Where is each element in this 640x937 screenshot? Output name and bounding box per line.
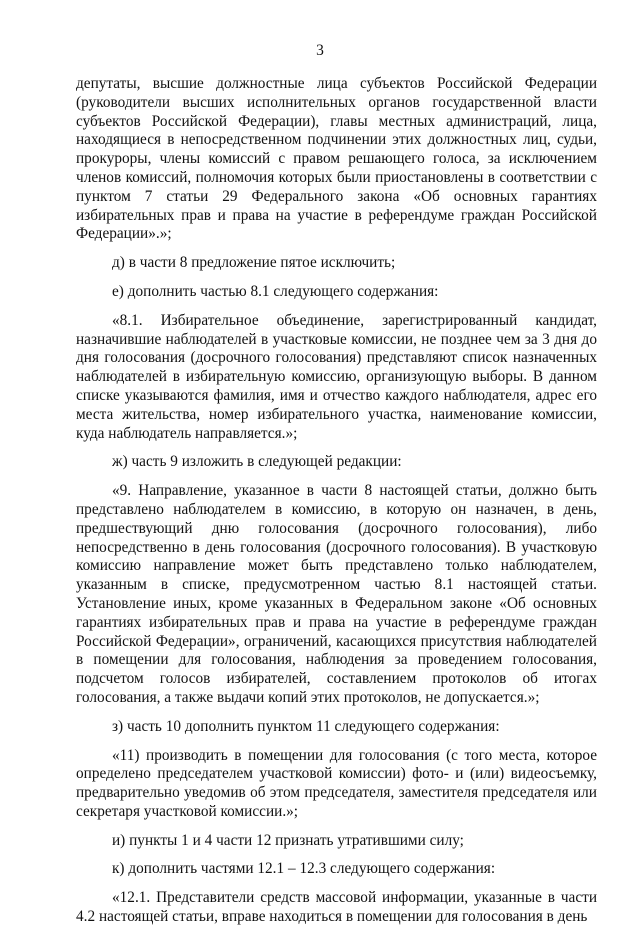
paragraph-item-i: и) пункты 1 и 4 части 12 признать утратившими силу; — [112, 831, 464, 849]
paragraph-item-d: д) в части 8 предложение пятое исключить; — [112, 254, 396, 272]
paragraph-part-9: «9. Направление, указанное в части 8 настоящей статьи, должно быть представлено наблюдателем в комиссию, в которую он назначен, в день, предшествующий дню голосования (досрочного голосования), либо непосредственно в день голосования (досрочного голосования). В участковую комиссию направление может быть представлено только наблюдателем, указанным в списке, предусмотренном частью 8.1 настоящей статьи. Установление иных, кроме указанных в Федеральном законе «Об основных гарантиях избирательных прав и права на участие в референдуме граждан Российской Федерации», ограничений, касающихся присутствия наблюдателей в помещении для голосования, наблюдения за проведением голосования, подсчетом голосов избирателей, составлением протоколов об итогах голосования, а также выдачи копий этих протоколов, не допускается.»; — [76, 482, 597, 706]
paragraph-item-e: е) дополнить частью 8.1 следующего содержания: — [112, 282, 439, 300]
paragraph-part-8-1: «8.1. Избирательное объединение, зарегистрированный кандидат, назначившие наблюдателей в участковые комиссии, не позднее чем за 3 дня до дня голосования (досрочного голосования) представляют список назначенных наблюдателей в избирательную комиссию, организующую выборы. В данном списке указываются фамилия, имя и отчество каждого наблюдателя, адрес его места жительства, номер избирательного участка, наименование комиссии, куда наблюдатель направляется.»; — [76, 311, 597, 442]
paragraph-continuation: депутаты, высшие должностные лица субъектов Российской Федерации (руководители высших исполнительных органов государственной власти субъектов Российской Федерации), главы местных администраций, лица, находящиеся в непосредственном подчинении этих должностных лиц, судьи, прокуроры, члены комиссий с правом решающего голоса, за исключением членов комиссий, полномочия которых были приостановлены в соответствии с пунктом 7 статьи 29 Федерального закона «Об основных гарантиях избирательных прав и права на участие в референдуме граждан Российской Федерации».»; — [76, 75, 597, 243]
page-number: 3 — [316, 42, 324, 59]
paragraph-point-11: «11) производить в помещении для голосования (с того места, которое определено председателем участковой комиссии) фото- и (или) видеосъемку, предварительно уведомив об этом председателя, заместителя председателя или секретаря участковой комиссии.»; — [76, 746, 597, 820]
paragraph-item-z: з) часть 10 дополнить пунктом 11 следующего содержания: — [112, 717, 500, 735]
paragraph-part-12-1: «12.1. Представители средств массовой информации, указанные в части 4.2 настоящей статьи, вправе находиться в помещении для голосования в день — [76, 889, 597, 926]
document-body — [76, 75, 597, 937]
paragraph-item-k: к) дополнить частями 12.1 – 12.3 следующего содержания: — [112, 860, 496, 878]
paragraph-item-zh: ж) часть 9 изложить в следующей редакции: — [112, 453, 402, 471]
